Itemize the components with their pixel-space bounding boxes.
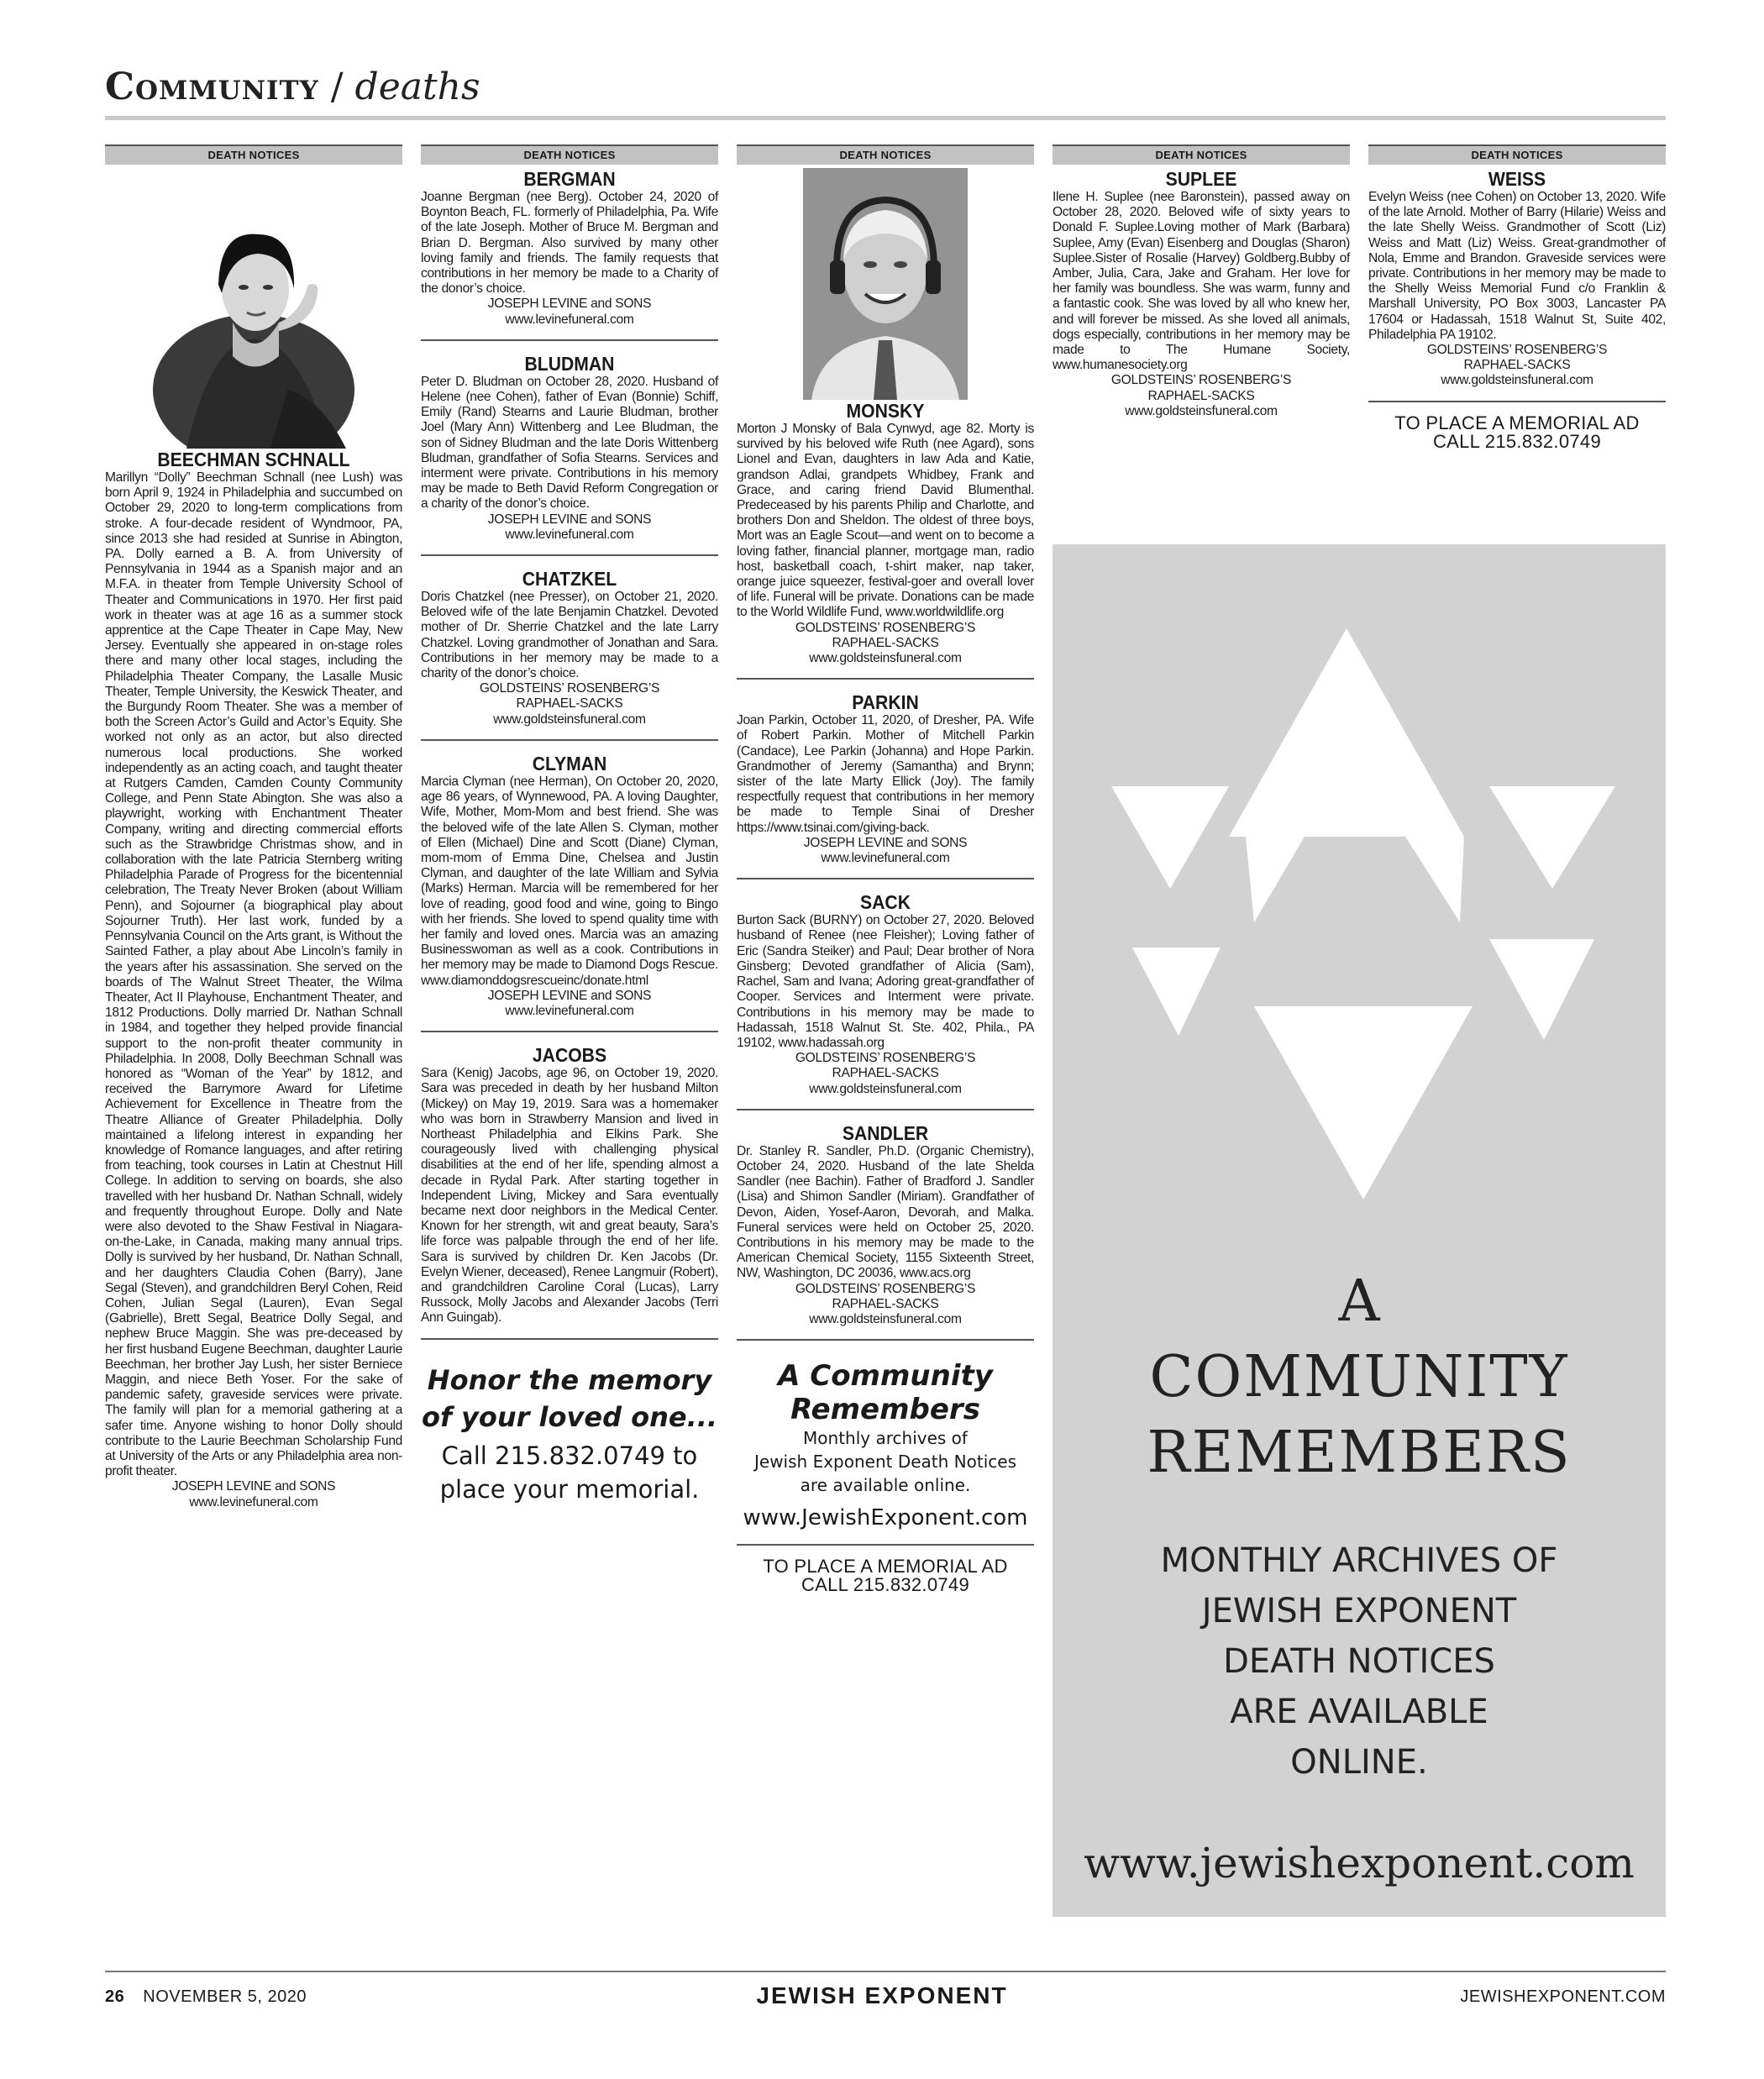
footer-rule — [105, 1971, 1666, 1972]
big-ad-url[interactable]: www.jewishexponent.com — [1084, 1839, 1635, 1887]
notice-body: Ilene H. Suplee (nee Baronstein), passed away on October 28, 2020. Beloved wife of sixty years to Donald F. Suplee.Loving mother of Mark (Barbara) Suplee, Amy (Evan) Eisenberg and Douglas (Sharon) Suplee.Sister of Rosalie (Harvey) Goldberg.Bubby of Amber, Julia, Cara, Jake and Graham. Her love for her family was boundless. She was warm, funny and a fantastic cook. She was loved by all who knew her, and will forever be missed. As she loved all animals, dogs especially, contributions in her memory may be made to The Humane Society, www.humanesociety.org — [1053, 190, 1350, 373]
funeral-home-url[interactable]: www.levinefuneral.com — [505, 1003, 634, 1018]
place-ad-cta — [1368, 414, 1666, 451]
column-3 — [737, 144, 1034, 1594]
column-1 — [105, 144, 402, 1522]
notice-suplee — [1053, 168, 1350, 419]
notice-sandler — [737, 1122, 1034, 1327]
divider — [421, 1338, 718, 1340]
notice-name: WEISS — [1488, 168, 1546, 190]
community-ad-line1: Monthly archives of — [803, 1428, 968, 1449]
section-name: Community — [105, 66, 319, 108]
funeral-home-line2: RAPHAEL-SACKS — [1147, 388, 1255, 403]
notice-body: Morton J Monsky of Bala Cynwyd, age 82. Morty is survived by his beloved wife Ruth (nee Agard), sons Lionel and Evan, daughters in law Ada and Katie, grandson Adlai, grandpets Whidbey, Frank and Grace, and caring friend David Blumenthal. Predeceased by his parents Philip and Charlotte, and brothers Don and Sheldon. The oldest of three boys, Mort was an Eagle Scout—and went on to become a loving father, financial planner, mortgage man, radio host, basketball coach, t-shirt maker, nap taker, orange juice squeezer, festival-goer and overall lover of life. Funeral will be private. Donations can be made to the World Wildlife Fund, www.worldwildlife.org — [737, 422, 1034, 620]
divider — [421, 739, 718, 741]
death-notices-header: DEATH NOTICES — [1053, 144, 1350, 165]
notice-name: CHATZKEL — [522, 568, 617, 591]
notice-name: CLYMAN — [532, 752, 607, 774]
big-ad-sub3: DEATH NOTICES — [1223, 1642, 1495, 1681]
honor-memory-ad — [421, 1362, 718, 1506]
big-ad-line3: REMEMBERS — [1147, 1420, 1572, 1486]
notice-name: JACOBS — [532, 1044, 607, 1067]
notice-bergman — [421, 168, 718, 328]
header-rule — [105, 116, 1666, 120]
column-2 — [421, 144, 718, 1506]
notice-monsky — [737, 400, 1034, 666]
notice-name: SUPLEE — [1165, 168, 1237, 190]
funeral-home-url[interactable]: www.levinefuneral.com — [505, 312, 634, 327]
section-subtitle: deaths — [354, 66, 480, 108]
funeral-home-url[interactable]: www.goldsteinsfuneral.com — [809, 1081, 962, 1096]
funeral-home: GOLDSTEINS’ ROSENBERG’S — [795, 620, 976, 635]
notice-name: SACK — [860, 891, 911, 914]
notice-body: Doris Chatzkel (nee Presser), on October 21, 2020. Beloved wife of the late Benjamin Chatzkel. Devoted mother of Dr. Sherrie Chatzkel and the late Larry Chatzkel. Loving grandmother of Jonathan and Sara. Contributions in her memory may be made to a charity of the donor’s choice. — [421, 590, 718, 681]
notice-name: PARKIN — [852, 691, 919, 714]
funeral-home: JOSEPH LEVINE and SONS — [487, 297, 652, 312]
funeral-home-url[interactable]: www.goldsteinsfuneral.com — [493, 711, 646, 727]
page-number: 26 — [105, 1987, 125, 2006]
notice-chatzkel — [421, 568, 718, 727]
notice-body: Sara (Kenig) Jacobs, age 96, on October 19, 2020. Sara was preceded in death by her husband Milton (Mickey) on May 19, 2019. Sara was a homemaker who was born in Strawberry Mansion and lived in Northeast Philadelphia and Elkins Park. She courageously lived with challenging physical disabilities at the end of her life, spending almost a decade in Rydal Park. After starting together in Independent Living, Mickey and Sara eventually became next door neighbors in the Medical Center. Known for her strength, wit and great beauty, Sara’s life force was palpable through the end of her life. Sara is survived by children Dr. Ken Jacobs (Dr. Evelyn Wiener, deceased), Renee Langmuir (Robert), and grandchildren Caroline Coral (Lucas), Larry Russock, Molly Jacobs and Alexander Jacobs (Terri Ann Guingab). — [421, 1066, 718, 1326]
place-ad-phone[interactable]: CALL 215.832.0749 — [1432, 430, 1601, 452]
big-ad-sub1: MONTHLY ARCHIVES OF — [1160, 1541, 1558, 1580]
funeral-home: GOLDSTEINS’ ROSENBERG’S — [795, 1281, 976, 1296]
community-ad-line3: are available online. — [800, 1475, 971, 1496]
community-ad-line2: Jewish Exponent Death Notices — [754, 1452, 1016, 1473]
big-ad-sub4: ARE AVAILABLE — [1230, 1693, 1488, 1731]
place-ad-line1: TO PLACE A MEMORIAL AD — [1394, 412, 1640, 433]
death-notices-header: DEATH NOTICES — [105, 144, 402, 165]
place-ad-phone[interactable]: CALL 215.832.0749 — [801, 1574, 969, 1596]
funeral-home-url[interactable]: www.levinefuneral.com — [505, 527, 634, 542]
publication-website[interactable]: JEWISHEXPONENT.COM — [1460, 1987, 1666, 2006]
divider — [737, 1109, 1034, 1110]
notice-body: Peter D. Bludman on October 28, 2020. Husband of Helene (nee Cohen), father of Evan (Bonnie) Schiff, Emily (Rand) Stearns and Laurie Bludman, brother Joel (Mary Ann) Wittenberg and Lee Bludman, the son of Sidney Bludman and the late Doris Wittenberg Bludman, grandfather of Sofia Stearns. Services and interment were private. Contributions in his memory may be made to Beth David Reform Congregation or a charity of the donor’s choice. — [421, 374, 718, 512]
funeral-home: GOLDSTEINS’ ROSENBERG’S — [1426, 343, 1608, 358]
portrait-photo-woman — [153, 197, 354, 449]
divider — [737, 678, 1034, 680]
notice-name: BERGMAN — [523, 168, 616, 190]
publication-name: JEWISH EXPONENT — [756, 1982, 1008, 2008]
funeral-home-line2: RAPHAEL-SACKS — [832, 1296, 939, 1311]
funeral-home: JOSEPH LEVINE and SONS — [803, 835, 968, 850]
divider — [421, 1031, 718, 1032]
funeral-home: GOLDSTEINS’ ROSENBERG’S — [1110, 373, 1292, 388]
notice-weiss — [1368, 168, 1666, 389]
funeral-home: GOLDSTEINS’ ROSENBERG’S — [479, 681, 660, 696]
notice-body: Joan Parkin, October 11, 2020, of Dresher, PA. Wife of Robert Parkin. Mother of Mitchell Parkin (Candace), Lee Parkin (Johanna) and Hope Parkin. Grandmother of Jeremy (Samantha) and Brynn; sister of the late Marty Ellick (Joy). The family respectfully request that contributions in her memory be made to Temple Sinai of Dresher https://www.tsinai.com/giving-back. — [737, 713, 1034, 835]
portrait-photo-man — [803, 168, 968, 400]
star-of-david-icon — [1053, 544, 1666, 1300]
notice-name: BEECHMAN SCHNALL — [157, 449, 350, 470]
section-title — [105, 66, 480, 108]
funeral-home-url[interactable]: www.goldsteinsfuneral.com — [809, 1311, 962, 1326]
notice-schnall — [105, 449, 402, 1510]
community-ad-title: A Community Remembers — [778, 1359, 993, 1427]
notice-body: Burton Sack (BURNY) on October 27, 2020. Beloved husband of Renee (nee Fleisher); Loving father of Eric (Sandra Steiker) and Paul; Dear brother of Nora Ginsberg; Devoted grandfather of Alicia (Sam), Rachel, Sam and Ivana; Adoring great-grandfather of Cooper. Services and Interment were private. Contributions in his memory may be made to Hadassah, 1518 Walnut St. Ste. 402, Phila., PA 19102, www.hadassah.org — [737, 913, 1034, 1050]
place-ad-cta — [737, 1557, 1034, 1594]
notice-jacobs — [421, 1044, 718, 1326]
funeral-home-line2: RAPHAEL-SACKS — [1463, 358, 1571, 373]
community-ad-url[interactable]: www.JewishExponent.com — [743, 1505, 1028, 1531]
funeral-home: JOSEPH LEVINE and SONS — [171, 1479, 336, 1494]
notice-body: Marcia Clyman (nee Herman), On October 20, 2020, age 86 years, of Wynnewood, PA. A loving Daughter, Wife, Mother, Mom-Mom and best friend. She was the beloved wife of the late Allen S. Clyman, mother of Ellen (Michael) Dine and Scott (Diane) Clyman, mom-mom of Emma Dine, Chelsea and Justin Clyman, and daughter of the late William and Sylvia (Marks) Herman. Marcia will be remembered for her love of reading, good food and wine, going to Bingo with her friends. She loved to spend quality time with her family and loved ones. Marcia was an amazing Businesswoman as well as a cook. Contributions in her memory may be made to Diamond Dogs Rescue. www.diamonddogsrescueinc/donate.html — [421, 774, 718, 988]
notice-body: Marillyn “Dolly” Beechman Schnall (nee Lush) was born April 9, 1924 in Philadelphia and succumbed on October 29, 2020 to long-term complications from stroke. A four-decade resident of Wyndmoor, PA, since 2013 she had resided at Sunrise in Abington, PA. Dolly earned a B. A. from University of Pennsylvania in 1944 as a Spanish major and an M.F.A. in theater from Temple University School of Theater and Communications in 1970. Her first paid work in theater was at age 16 as a summer stock apprentice at the Cape Theater in Cape May, New Jersey. Eventually she appeared in on-stage roles there and many other local stages, including the Philadelphia Theater Company, the Lasalle Music Theater, Temple University, the Keswick Theater, and the Burgundy Room Theater. She was a member of both the Screen Actor’s Guild and Actor’s Equity. She worked not only as an actor, but also directed numerous local productions. She worked independently as an acting coach, and taught theater at Rutgers Camden, Camden County Community College, and Penn State Abington. She was also a playwright, working with Enchantment Theater Company, writing and directing commercial efforts such as the Strawbridge Christmas show, and in collaboration with the late Patricia Sternberg writing Philadelphia Parade of Progress for the bicentennial celebration, The Treaty Never Broken (about William Penn), and Sojourner (a biographical play about Sojourner Truth). Her last work, funded by a Pennsylvania Council on the Arts grant, is Without the Sainted Father, a play about Abe Lincoln’s family in the years after his assassination. She served on the boards of The Walnut Street Theater, the Wilma Theater, Act II Playhouse, Enchantment Theater, and 1812 Productions. Dolly married Dr. Nathan Schnall in 1984, and together they helped provide financial support to the non-profit theater community in Philadelphia. In 2008, Dolly Beechman Schnall was honored as “Woman of the Year” by 1812, and received the Barrymore Award for Lifetime Achievement for Excellence in Theatre from the Theatre Alliance of Greater Philadelphia. Dolly maintained a lifelong interest in expanding her knowledge of Romance languages, and after retiring from teaching, took courses in Latin at Chestnut Hill College. In addition to serving on boards, she also travelled with her husband Dr. Nathan Schnall, widely and frequently throughout Europe. Dolly and Nate were also devoted to the Shaw Festival in Niagara-on-the-Lake, in Canada, making many annual trips. Dolly is survived by her husband, Dr. Nathan Schnall, and her daughters Claudia Cohen (Barry), Jane Segal (Steven), and grandchildren Beryl Cohen, Reid Cohen, Julian Segal (Lauren), Evan Segal (Gabrielle), Brett Segal, Beatrice Dolly Segal, and nephew Bruce Maggin. She was pre-deceased by her first husband Eugene Beechman, daughter Laurie Beechman, her brother Jay Lush, her sister Berniece Maggin, and niece Beth Yoser. For the sake of pandemic safety, graveside services were private. The family will plan for a memorial gathering at a safer time. Anyone wishing to honor Dolly should contribute to the Laurie Beechman Scholarship Fund at University of the Arts or any Philadelphia area non-profit theater. — [105, 470, 402, 1479]
funeral-home: JOSEPH LEVINE and SONS — [487, 988, 652, 1003]
funeral-home-line2: RAPHAEL-SACKS — [516, 696, 623, 711]
divider — [737, 878, 1034, 879]
honor-ad-title: Honor the memory of your loved one... — [421, 1363, 718, 1433]
notice-body: Evelyn Weiss (nee Cohen) on October 13, 2020. Wife of the late Arnold. Mother of Barry (Hilarie) Weiss and the late Shelly Weiss. Grandmother of Scott (Liz) Weiss and Matt (Liz) Weiss. Great-grandmother of Nola, Emme and Brandon. Graveside services were private. Contributions in her memory may be made to the Shelly Weiss Memorial Fund c/o Franklin & Marshall University, PO Box 3003, Lancaster PA 17604 or Hadassah, 1518 Walnut St, Suite 402, Philadelphia PA 19102. — [1368, 190, 1666, 342]
notice-parkin — [737, 691, 1034, 866]
notice-name: BLUDMAN — [524, 352, 615, 375]
big-ad-line1: A — [1338, 1268, 1380, 1335]
place-ad-line1: TO PLACE A MEMORIAL AD — [763, 1556, 1008, 1578]
big-ad-sub5: ONLINE. — [1290, 1743, 1428, 1782]
death-notices-header: DEATH NOTICES — [737, 144, 1034, 165]
notice-sack — [737, 891, 1034, 1096]
big-ad-sub2: JEWISH EXPONENT — [1201, 1592, 1517, 1630]
death-notices-header: DEATH NOTICES — [421, 144, 718, 165]
divider — [421, 339, 718, 341]
funeral-home-url[interactable]: www.levinefuneral.com — [189, 1494, 318, 1509]
community-remembers-ad — [737, 1359, 1034, 1534]
notice-body: Joanne Bergman (nee Berg). October 24, 2020 of Boynton Beach, FL. formerly of Philadelphia, Pa. Wife of the late Joseph. Mother of Bruce M. Bergman and Brian D. Bergman. Also survived by many other loving family and friends. The family requests that contributions in her memory be made to a Charity of the donor’s choice. — [421, 190, 718, 297]
big-ad-line2: COMMUNITY — [1149, 1344, 1569, 1410]
community-remembers-big-ad — [1053, 544, 1666, 1917]
funeral-home: GOLDSTEINS’ ROSENBERG’S — [795, 1051, 976, 1066]
death-notices-header: DEATH NOTICES — [1368, 144, 1666, 165]
notice-bludman — [421, 353, 718, 543]
section-separator: / — [318, 66, 355, 108]
funeral-home: JOSEPH LEVINE and SONS — [487, 512, 652, 527]
funeral-home-url[interactable]: www.goldsteinsfuneral.com — [809, 651, 962, 666]
honor-ad-text: Call 215.832.0749 to place your memorial. — [439, 1441, 700, 1504]
funeral-home-url[interactable]: www.levinefuneral.com — [821, 851, 950, 866]
notice-name: SANDLER — [842, 1121, 929, 1144]
divider — [421, 554, 718, 556]
column-5 — [1368, 144, 1666, 451]
funeral-home-line2: RAPHAEL-SACKS — [832, 635, 939, 650]
divider — [737, 1544, 1034, 1546]
notice-clyman — [421, 753, 718, 1019]
column-4 — [1053, 144, 1350, 431]
funeral-home-url[interactable]: www.goldsteinsfuneral.com — [1125, 403, 1278, 418]
notice-body: Dr. Stanley R. Sandler, Ph.D. (Organic Chemistry), October 24, 2020. Husband of the late Shelda Sandler (nee Bachin). Father of Bradford J. Sandler (Lisa) and Shimon Sandler (Miriam). Grandfather of Devon, Aiden, Yosef-Aaron, Devorah, and Malka. Funeral services were held on October 25, 2020. Contributions in his memory may be made to the American Chemical Society, 1155 Sixteenth Street, NW, Washington, DC 20036, www.acs.org — [737, 1143, 1034, 1281]
funeral-home-url[interactable]: www.goldsteinsfuneral.com — [1441, 373, 1593, 388]
issue-date: NOVEMBER 5, 2020 — [143, 1987, 307, 2006]
notice-name: MONSKY — [846, 400, 925, 422]
divider — [1368, 401, 1666, 402]
divider — [737, 1339, 1034, 1341]
funeral-home-line2: RAPHAEL-SACKS — [832, 1066, 939, 1081]
